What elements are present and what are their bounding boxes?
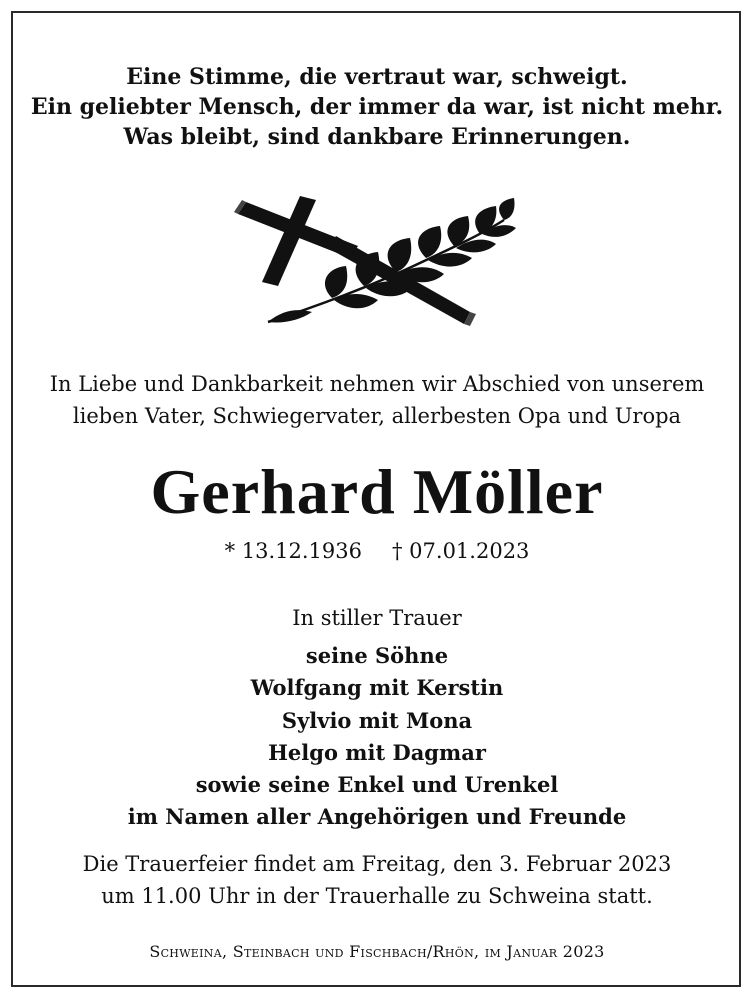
- life-dates: [0, 536, 754, 566]
- service-line-1: Die Trauerfeier findet am Freitag, den 3. Februar 2023: [82, 852, 672, 876]
- mourner-line: sowie seine Enkel und Urenkel: [195, 772, 559, 798]
- death-date: † 07.01.2023: [392, 539, 530, 563]
- place-and-date: Schweina, Steinbach und Fischbach/Rhön, im Januar 2023: [149, 942, 605, 961]
- deceased-name: Gerhard Möller: [150, 456, 604, 527]
- service-line-2: um 11.00 Uhr in der Trauerhalle zu Schweina statt.: [101, 884, 653, 908]
- verse-line-2: Ein geliebter Mensch, der immer da war, ist nicht mehr.: [30, 94, 724, 120]
- mourning-heading: In stiller Trauer: [292, 606, 462, 630]
- farewell-text: [0, 368, 754, 432]
- verse-line-3: Was bleibt, sind dankbare Erinnerungen.: [123, 124, 631, 150]
- mourner-line: Sylvio mit Mona: [281, 707, 473, 733]
- mourner-line: Helgo mit Dagmar: [268, 739, 486, 765]
- verse-line-1: Eine Stimme, die vertraut war, schweigt.: [126, 64, 628, 90]
- mourners-list: [0, 640, 754, 834]
- funeral-service-info: [0, 848, 754, 912]
- mourner-line: seine Söhne: [305, 643, 449, 668]
- opening-verse: [0, 62, 754, 152]
- mourner-line: im Namen aller Angehörigen und Freunde: [127, 804, 627, 830]
- farewell-line-2: lieben Vater, Schwiegervater, allerbesten Opa und Uropa: [72, 404, 682, 428]
- cross-with-palm-branch-icon: [232, 196, 522, 332]
- birth-date: * 13.12.1936: [224, 539, 362, 563]
- farewell-line-1: In Liebe und Dankbarkeit nehmen wir Abschied von unserem: [49, 372, 705, 396]
- mourner-line: Wolfgang mit Kerstin: [250, 675, 504, 701]
